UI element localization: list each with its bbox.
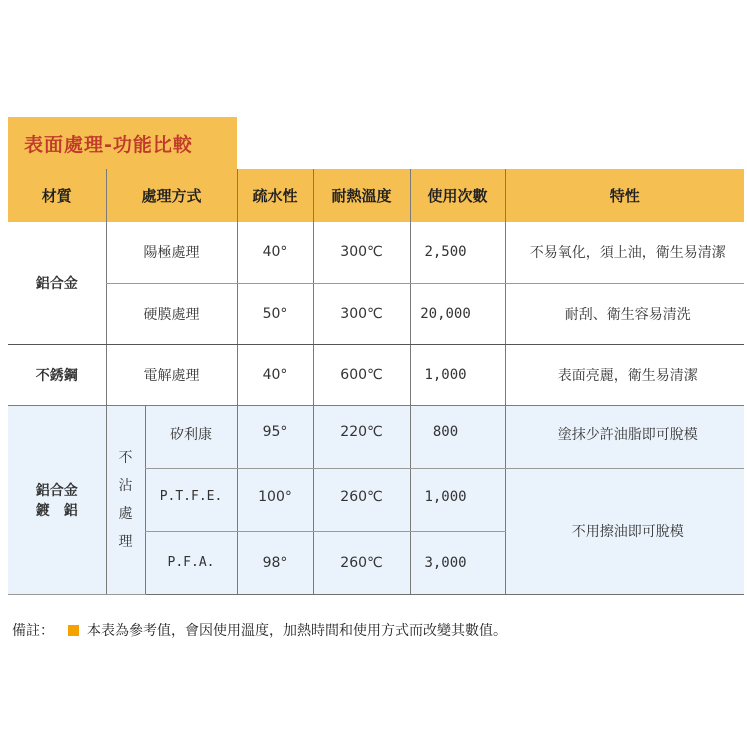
square-bullet-icon xyxy=(68,625,79,636)
method-cell: P.T.F.E. xyxy=(145,468,237,531)
hydrophobic-cell: 95° xyxy=(237,405,313,468)
hydrophobic-cell: 40° xyxy=(237,344,313,405)
method-cell: 電解處理 xyxy=(106,344,237,405)
footnote-label: 備註： xyxy=(12,623,54,639)
hydrophobic-cell: 100° xyxy=(237,468,313,531)
heat-cell: 600℃ xyxy=(313,344,410,405)
method-cell: P.F.A. xyxy=(145,531,237,594)
header-feature: 特性 xyxy=(505,169,744,222)
header-material: 材質 xyxy=(8,169,106,222)
material-stainless-steel: 不銹鋼 xyxy=(8,344,106,405)
nonstick-group-label: 不 沾 處 理 xyxy=(106,405,145,594)
uses-cell: 2,500 xyxy=(410,222,505,283)
header-heat: 耐熱溫度 xyxy=(313,169,410,222)
feature-cell: 不易氧化，須上油，衛生易清潔 xyxy=(505,222,744,283)
table-row xyxy=(8,405,744,468)
heat-cell: 220℃ xyxy=(313,405,410,468)
table-row xyxy=(8,283,744,344)
uses-cell: 800 xyxy=(410,405,505,468)
table-row xyxy=(8,344,744,405)
method-cell: 硬膜處理 xyxy=(106,283,237,344)
comparison-table xyxy=(8,169,744,595)
uses-cell: 1,000 xyxy=(410,468,505,531)
heat-cell: 300℃ xyxy=(313,222,410,283)
material-line: 鍍 鋁 xyxy=(35,502,78,519)
hydrophobic-cell: 98° xyxy=(237,531,313,594)
heat-cell: 260℃ xyxy=(313,531,410,594)
uses-cell: 3,000 xyxy=(410,531,505,594)
header-method: 處理方式 xyxy=(106,169,237,222)
footnote-text: 本表為參考值，會因使用溫度，加熱時間和使用方式而改變其數值。 xyxy=(87,623,507,639)
feature-cell: 不用擦油即可脫模 xyxy=(505,468,744,594)
uses-cell: 1,000 xyxy=(410,344,505,405)
hydrophobic-cell: 50° xyxy=(237,283,313,344)
method-cell: 陽極處理 xyxy=(106,222,237,283)
feature-cell: 表面亮麗，衛生易清潔 xyxy=(505,344,744,405)
method-cell: 矽利康 xyxy=(145,405,237,468)
table-title-tab xyxy=(8,117,237,169)
footnote xyxy=(12,620,507,640)
header-hydrophobic: 疏水性 xyxy=(237,169,313,222)
header-row xyxy=(8,169,744,222)
material-line: 鋁合金 xyxy=(35,482,78,499)
material-aluminum-alloy: 鋁合金 xyxy=(8,222,106,344)
hydrophobic-cell: 40° xyxy=(237,222,313,283)
material-aluminum-alloy-plated xyxy=(8,405,106,594)
feature-cell: 塗抹少許油脂即可脫模 xyxy=(505,405,744,468)
feature-cell: 耐刮、衛生容易清洗 xyxy=(505,283,744,344)
table-title: 表面處理-功能比較 xyxy=(24,133,193,156)
heat-cell: 300℃ xyxy=(313,283,410,344)
uses-cell: 20,000 xyxy=(410,283,505,344)
table-row xyxy=(8,222,744,283)
heat-cell: 260℃ xyxy=(313,468,410,531)
header-uses: 使用次數 xyxy=(410,169,505,222)
